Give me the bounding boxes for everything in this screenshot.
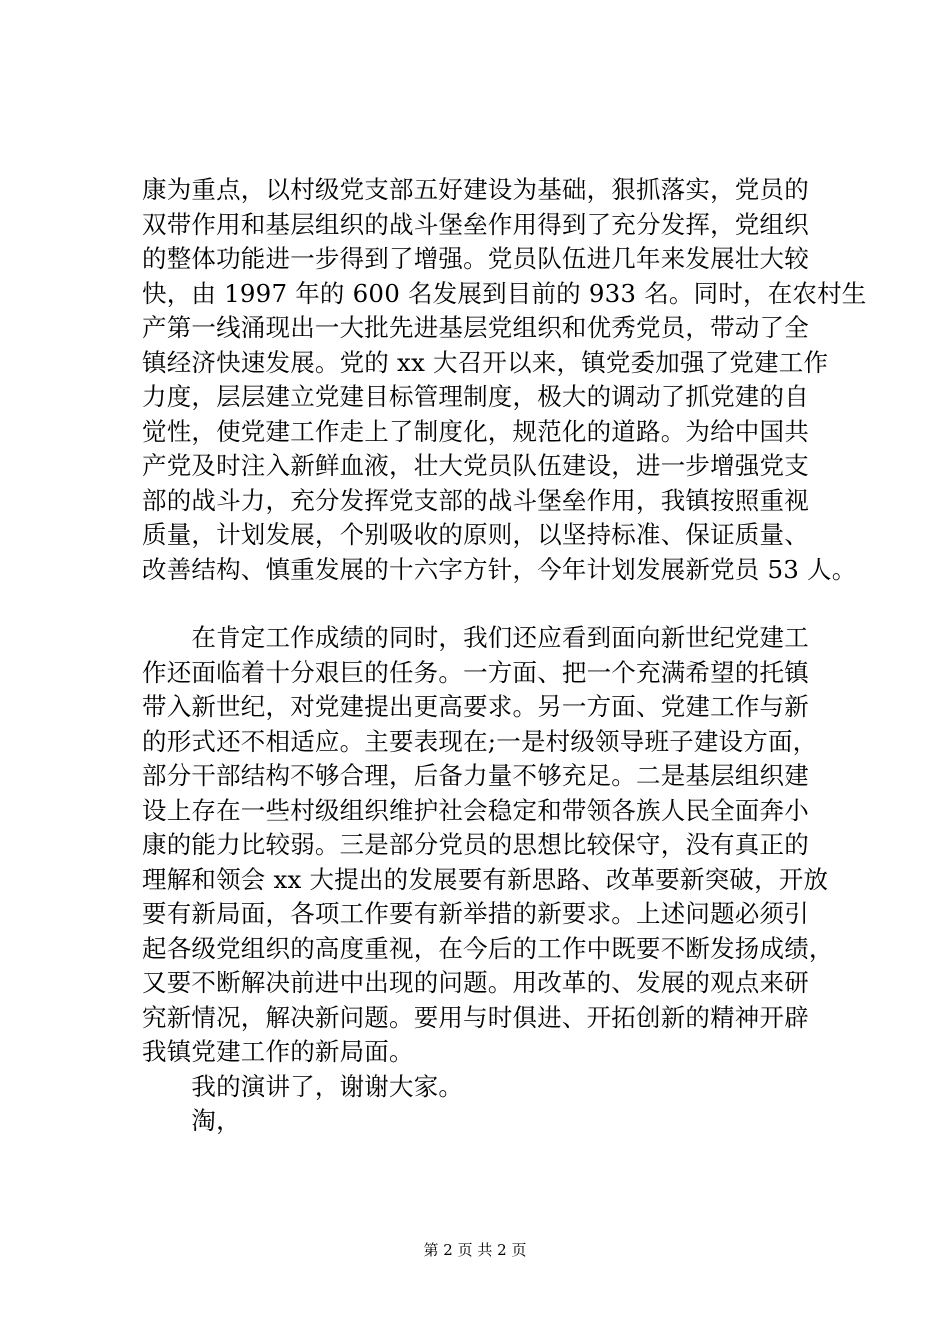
text-line: 康为重点，以村级党支部五好建设为基础，狠抓落实，党员的 [142, 175, 809, 204]
text-line: 在肯定工作成绩的同时，我们还应看到面向新世纪党建工 [142, 623, 809, 652]
signature-line: 淘， [142, 1106, 241, 1135]
text-line: 部的战斗力，充分发挥党支部的战斗堡垒作用，我镇按照重视 [142, 485, 809, 515]
paragraph-2 [142, 621, 842, 1070]
text-line: 的形式还不相适应。主要表现在;一是村级领导班子建设方面， [142, 726, 818, 756]
text-line: 快，由 1997 年的 600 名发展到目前的 933 名。同时，在农村生 [142, 278, 867, 308]
closing-line: 我的演讲了，谢谢大家。 [142, 1071, 464, 1101]
text-line: 力度，层层建立党建目标管理制度，极大的调动了抓党建的自 [142, 382, 809, 411]
text-line: 究新情况，解决新问题。要用与时俱进、开拓创新的精神开辟 [142, 1002, 809, 1032]
text-line: 康的能力比较弱。三是部分党员的思想比较保守，没有真正的 [142, 830, 809, 859]
text-line: 产党及时注入新鲜血液，壮大党员队伍建设，进一步增强党支 [142, 451, 809, 480]
text-line: 的整体功能进一步得到了增强。党员队伍进几年来发展壮大较 [142, 244, 809, 273]
text-line: 理解和领会 xx 大提出的发展要有新思路、改革要新突破，开放 [142, 864, 829, 894]
document-body [142, 173, 867, 1139]
text-line: 质量，计划发展，个别吸收的原则，以坚持标准、保证质量、 [142, 520, 809, 549]
paragraph-1 [142, 173, 867, 587]
text-line: 又要不断解决前进中出现的问题。用改革的、发展的观点来研 [142, 968, 809, 997]
text-line: 产第一线涌现出一大批先进基层党组织和优秀党员，带动了全 [142, 313, 809, 342]
text-line: 起各级党组织的高度重视，在今后的工作中既要不断发扬成绩， [142, 933, 834, 963]
text-line: 改善结构、慎重发展的十六字方针，今年计划发展新党员 53 人。 [142, 554, 857, 584]
text-line: 觉性，使党建工作走上了制度化，规范化的道路。为给中国共 [142, 416, 809, 446]
paragraph-spacer [142, 587, 842, 621]
page-number-footer: 第 2 页 共 2 页 [423, 1241, 527, 1259]
text-line: 双带作用和基层组织的战斗堡垒作用得到了充分发挥，党组织 [142, 209, 809, 239]
text-line: 作还面临着十分艰巨的任务。一方面、把一个充满希望的托镇 [142, 657, 809, 687]
text-line: 部分干部结构不够合理，后备力量不够充足。二是基层组织建 [142, 761, 809, 790]
text-line: 我镇党建工作的新局面。 [142, 1037, 414, 1066]
text-line: 带入新世纪，对党建提出更高要求。另一方面、党建工作与新 [142, 692, 809, 721]
text-line: 要有新局面，各项工作要有新举措的新要求。上述问题必须引 [142, 899, 809, 928]
text-line: 设上存在一些村级组织维护社会稳定和带领各族人民全面奔小 [142, 795, 809, 825]
text-line: 镇经济快速发展。党的 xx 大召开以来，镇党委加强了党建工作 [142, 347, 829, 377]
